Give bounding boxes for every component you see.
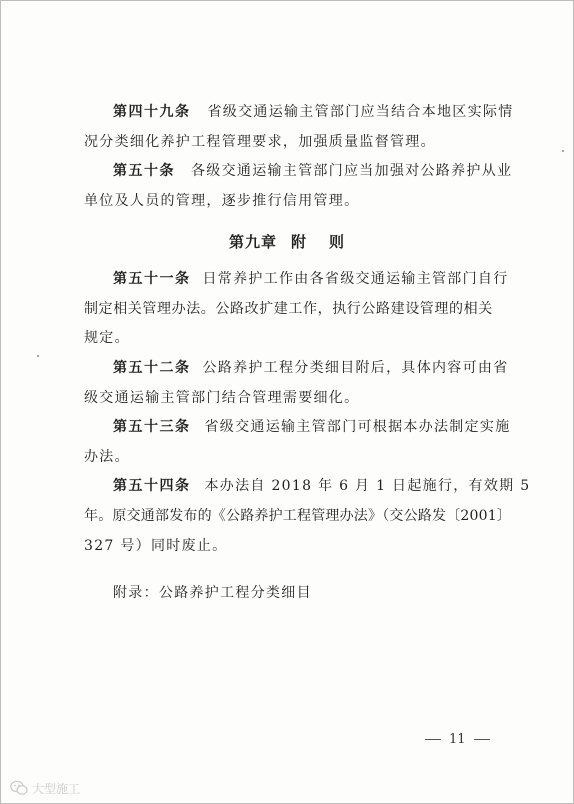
article-54-text-1: 本办法自 2018 年 6 月 1 日起施行，有效期 5 (204, 478, 531, 494)
article-53-text-1: 省级交通运输主管部门可根据本办法制定实施 (204, 419, 511, 435)
wechat-logo-icon (10, 780, 28, 796)
article-51-text-2: 制定相关管理办法。公路改扩建工作，执行公路建设管理的相关 (84, 301, 493, 317)
page-number-value: 11 (449, 732, 466, 747)
article-49-line-2 (84, 133, 436, 151)
article-53-heading: 第五十三条 (113, 419, 191, 435)
article-53-text-2: 办法。 (84, 449, 130, 465)
article-49-text-1: 省级交通运输主管部门应当结合本地区实际情 (207, 104, 514, 120)
article-54-line-3 (84, 537, 227, 555)
article-51-heading: 第五十一条 (113, 271, 191, 287)
watermark-text: 大型施工 (32, 781, 81, 796)
article-52-heading: 第五十二条 (113, 360, 191, 376)
article-51-text-3: 规定。 (84, 330, 130, 346)
article-54-heading: 第五十四条 (113, 478, 191, 494)
appendix-text: 附录：公路养护工程分类细目 (113, 585, 312, 601)
page-number (425, 732, 490, 747)
article-54-line-2 (84, 507, 511, 525)
article-54-text-3: 327 号）同时废止。 (84, 538, 228, 554)
article-52-line-1 (113, 359, 509, 377)
scan-speck (37, 355, 39, 357)
article-50-heading: 第五十条 (113, 163, 175, 179)
article-49-text-2: 况分类细化养护工程管理要求，加强质量监督管理。 (84, 134, 436, 150)
article-50-text-2: 单位及人员的管理，逐步推行信用管理。 (84, 193, 360, 209)
article-51-line-1 (113, 270, 509, 288)
article-49-heading: 第四十九条 (113, 104, 191, 120)
article-53-line-2 (84, 448, 130, 466)
article-51-text-1: 日常养护工作由各省级交通运输主管部门自行 (202, 271, 509, 287)
scan-speck (562, 150, 564, 152)
article-50-line-1 (113, 162, 512, 180)
article-50-text-1: 各级交通运输主管部门应当加强对公路养护从业 (191, 163, 513, 179)
chapter-title-part-1: 附 (290, 233, 307, 251)
article-52-line-2 (84, 389, 359, 407)
page-number-dash-right (474, 739, 490, 740)
chapter-title-part-2: 则 (329, 233, 346, 251)
chapter-number: 第九章 (228, 233, 277, 251)
article-53-line-1 (113, 418, 511, 436)
article-52-text-1: 公路养护工程分类细目附后，具体内容可由省 (202, 360, 509, 376)
article-50-line-2 (84, 192, 359, 210)
article-51-line-2 (84, 300, 493, 318)
article-52-text-2: 级交通运输主管部门结合管理需要细化。 (84, 390, 360, 406)
article-54-line-1 (113, 477, 530, 495)
chapter-heading (0, 231, 574, 252)
appendix-line (113, 584, 312, 602)
article-54-text-2: 年。原交通部发布的《公路养护工程管理办法》（交公路发〔2001〕 (84, 508, 512, 524)
article-49-line-1 (113, 103, 514, 121)
page-number-dash-left (425, 739, 441, 740)
article-51-line-3 (84, 329, 130, 347)
watermark (10, 778, 80, 798)
